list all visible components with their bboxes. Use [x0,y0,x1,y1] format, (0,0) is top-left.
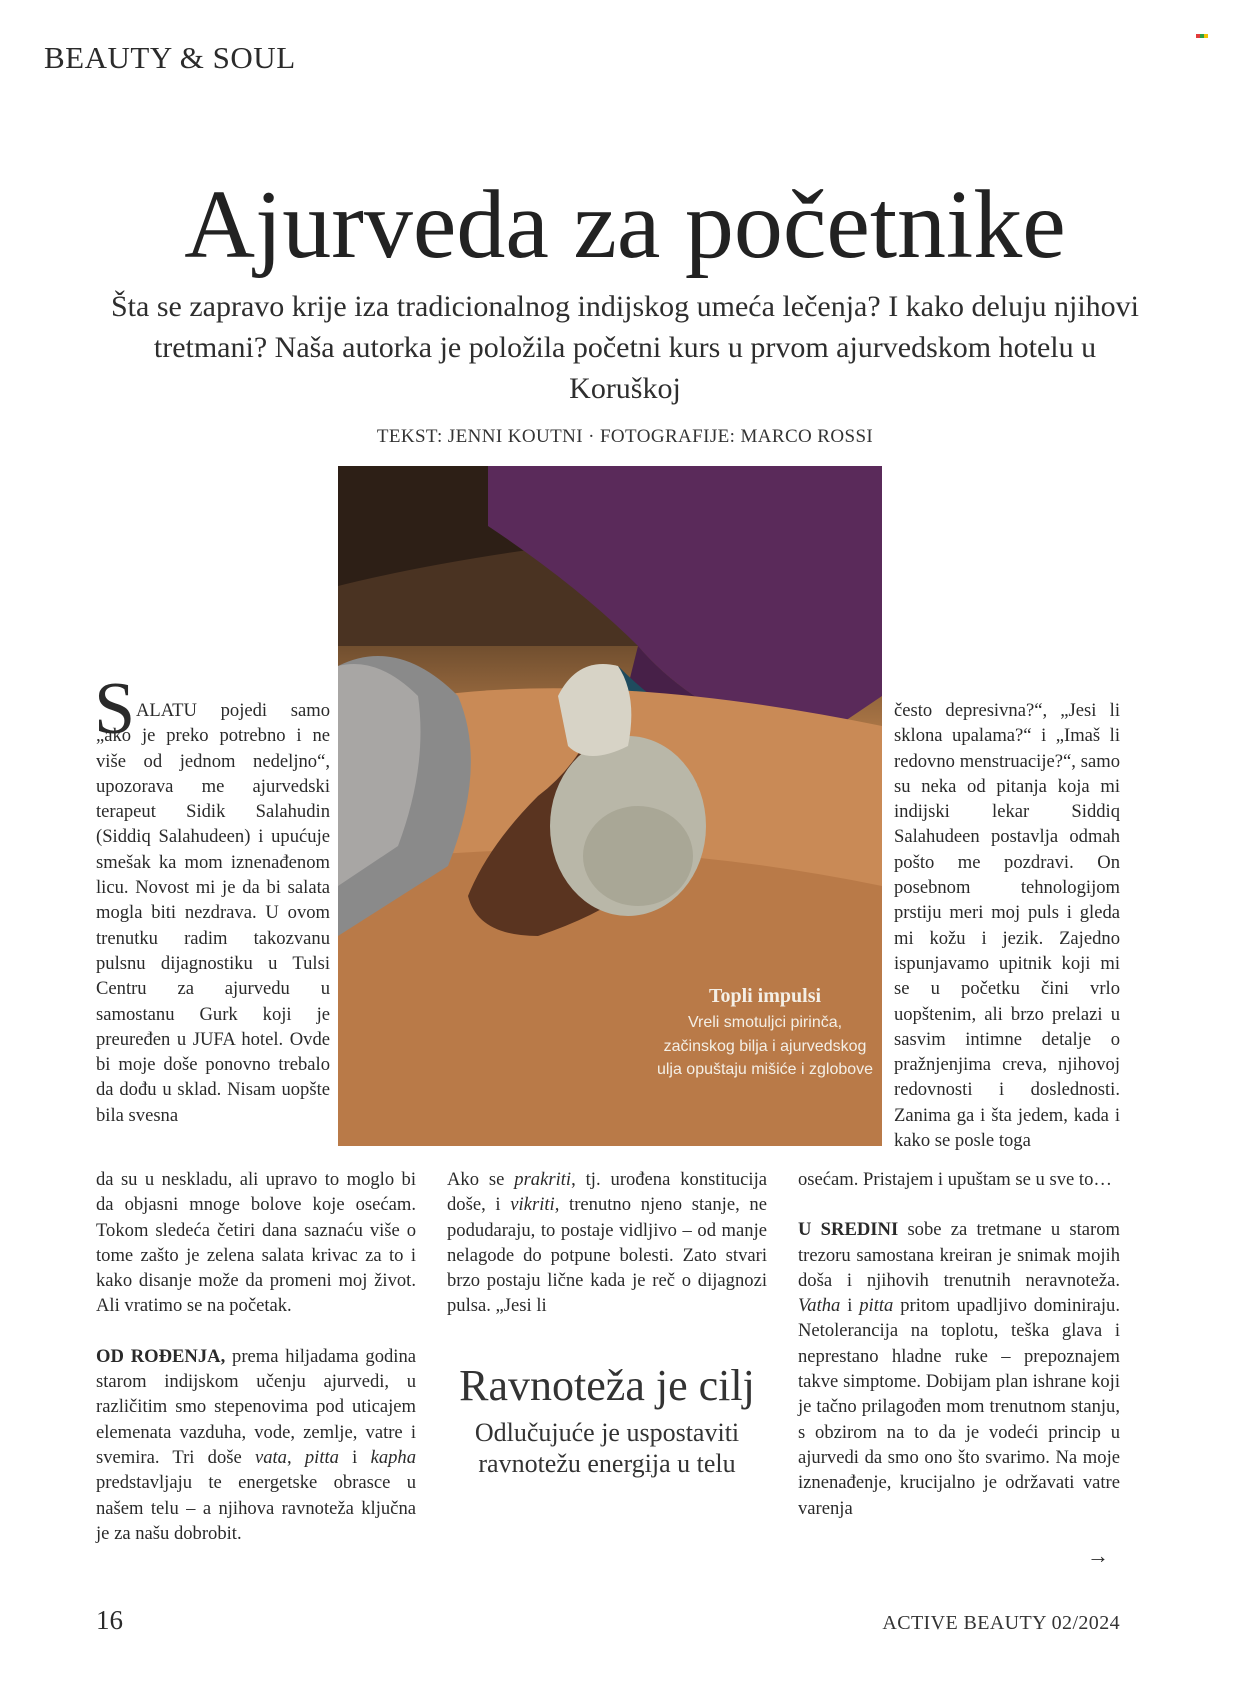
article-credits: TEKST: JENNI KOUTNI · FOTOGRAFIJE: MARCO ROSSI [376,426,874,447]
continue-arrow-icon: → [1087,1543,1109,1568]
column-1-top [96,698,330,1128]
paragraph: OD ROĐENJA, prema hiljadama godina starom indijskom učenju ajurvedi, u različitim smo stepenovima pod uticajem elemenata vazduha, vode, zemlje, vatre i svemira. Tri doše vata, pitta i kapha predstavljaju te energetske obrasce u našem telu – a njihova ravnoteža ključna je za našu dobrobit. [96,1345,417,1544]
caption-text: Vreli smotuljci pirinča, začinskog bilja i ajurvedskog ulja opuštaju mišiće i zglobove [656,1014,874,1078]
drop-cap: S [94,668,136,750]
paragraph: Ako se prakriti, tj. urođena konstitucija doše, i vikriti, trenutno njeno stanje, ne podudaraju, to postaje vidljivo – od manje nelagode do potpune bolesti. Zato stvari brzo postaju lične kada je reč o dijagnozi pulsa. „Jesi li [447,1169,767,1317]
paragraph: osećam. Pristajem i upuštam se u sve to… [798,1169,1112,1190]
column-3-top [894,698,1120,1153]
magazine-footer: ACTIVE BEAUTY 02/2024 [882,1612,1120,1634]
paragraph: da su u neskladu, ali upravo to moglo bi da objasni mnoge bolove koje osećam. Tokom sledeća četiri dana saznaću više o tome zašto je zelena salata krivac za to i kako disanje može da promeni moj život. Ali vratimo se na početak. [96,1169,416,1317]
pull-quote-title: Ravnoteža je cilj [459,1361,755,1410]
page-number: 16 [96,1605,123,1635]
paragraph-lead: OD ROĐENJA, [96,1345,226,1367]
caption-title: Topli impulsi [708,985,822,1007]
pull-quote [446,1362,768,1479]
paragraph-lead: U SREDINI [798,1219,899,1241]
article-title: Ajurveda za početnike [184,171,1066,279]
photo-caption [655,985,875,1082]
paragraph: U SREDINI sobe za tretmane u starom trezoru samostana kreiran je snimak mojih doša i njihovih trenutnih neravnoteža. Vatha i pitta pritom upadljivo dominiraju. Netolerancija na toplotu, teška glava i neprestano hladne ruke – prepoznajem takve simptome. Dobijam plan ishrane koji je tačno prilagođen mom trenutnom stanju, s obzirom na to da je vodeći princip u ajurvedi da smo ono što svarimo. Na moje iznenađenje, krucijalno je održavati vatre varenja [798,1219,1120,1519]
color-marker-icon [1196,34,1208,44]
column-2 [447,1167,767,1319]
section-label: BEAUTY & SOUL [44,40,296,75]
article-standfirst: Šta se zapravo krije iza tradicionalnog indijskog umeća lečenja? I kako deluju njihovi tretmani? Naša autorka je položila početni kurs u prvom ajurvedskom hotelu u Koruškoj [111,290,1139,405]
column-1-bottom [96,1167,416,1546]
pull-quote-subtitle: Odlučujuće je uspostaviti ravnotežu energija u telu [474,1418,740,1478]
column-3-bottom [798,1167,1120,1521]
paragraph: ALATU pojedi samo „ako je preko potrebno i ne više od jednom nedeljno“, upozorava me ajurvedski terapeut Sidik Salahudin (Siddiq Salahudeen) i upućuje smešak ka mom iznenađenom licu. Novost mi je da bi salata mogla biti nezdrava. U ovom trenutku radim takozvanu pulsnu dijagnostiku u Tulsi Centru za ajurvedu u samostanu Gurk koji je preuređen u JUFA hotel. Ovde bi moje doše ponovno trebalo da dođu u sklad. Nisam uopšte bila svesna [96,700,330,1126]
paragraph: često depresivna?“, „Jesi li sklona upalama?“ i „Imaš li redovno menstruacije?“, samo su neka od pitanja koja mi indijski lekar Siddiq Salahudeen postavlja odmah pošto me pozdravi. On posebnom tehnologijom prstiju meri moj puls i gleda mi kožu i jezik. Zajedno ispunjavamo upitnik koji mi se u početku čini vrlo uopštenim, ali brzo prelazi u sasvim intimne detalje o pražnjenjima creva, njihovoj redovnosti i doslednosti. Zanima ga i šta jedem, kada i kako se posle toga [894,700,1120,1152]
